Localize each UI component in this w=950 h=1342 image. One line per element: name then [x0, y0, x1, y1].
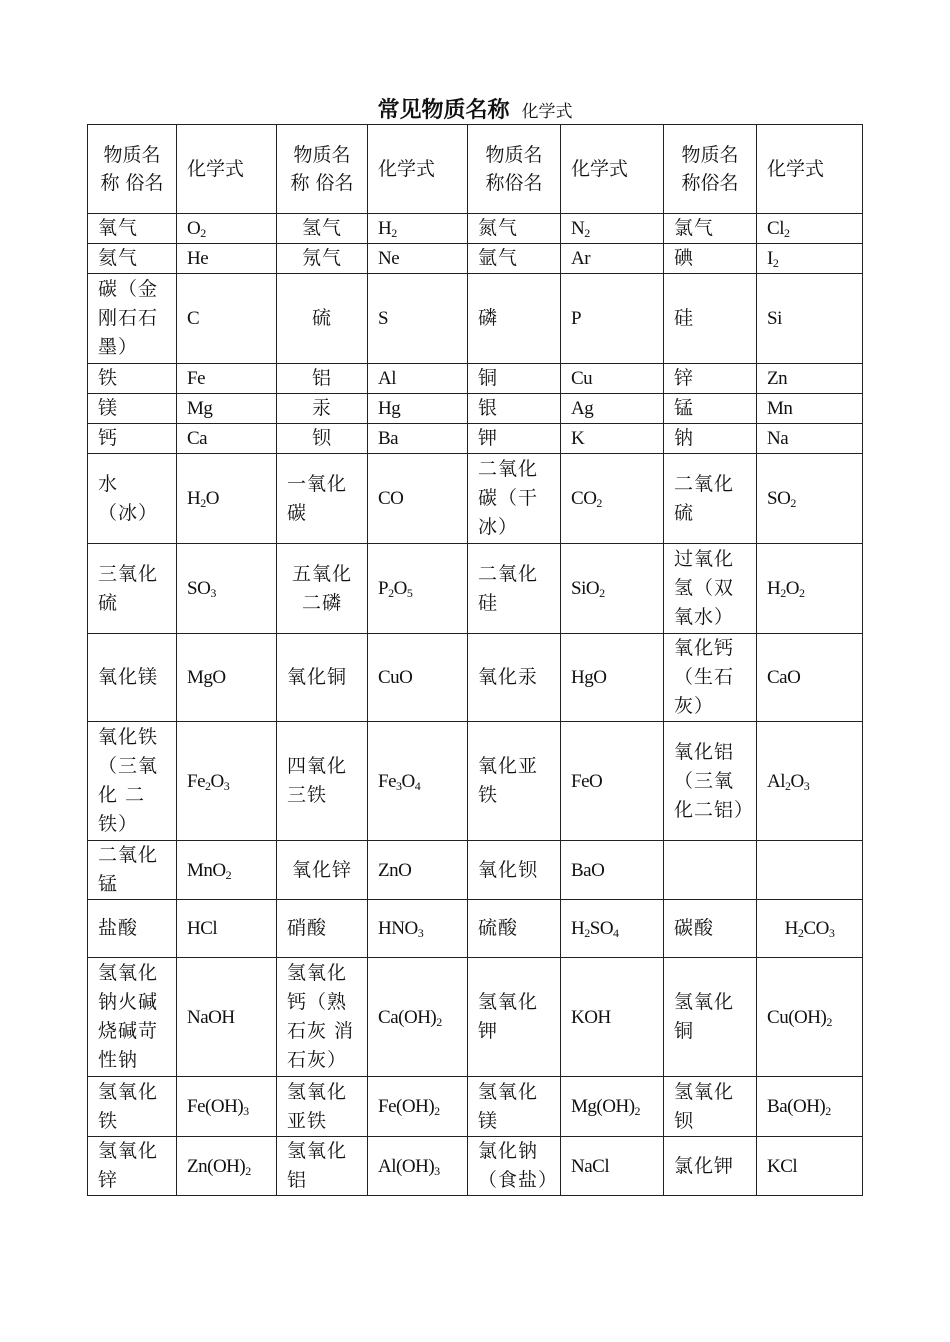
substance-name-cell: 五氧化二磷 [277, 544, 368, 634]
chemical-formula-cell: $Ba(OH)_2$ [757, 1077, 863, 1137]
chemical-formula-cell: Al [368, 364, 468, 394]
substance-name-cell: 氢氧化钾 [468, 958, 561, 1077]
chemical-formula-cell: CaO [757, 634, 863, 722]
table-row [88, 900, 863, 958]
header-row [88, 125, 863, 214]
chemical-formula-cell: BaO [561, 841, 664, 900]
chemical-formula-cell: $CO_2$ [561, 454, 664, 544]
substance-name-cell: 硅 [664, 274, 757, 364]
chemical-formula-cell: MnO$_2$ [177, 841, 277, 900]
substance-name-cell: 氮气 [468, 214, 561, 244]
substance-name-cell: 钾 [468, 424, 561, 454]
substance-name-cell: 锌 [664, 364, 757, 394]
chemical-formula-cell: Si [757, 274, 863, 364]
header-name-3: 物质名称俗名 [468, 125, 561, 214]
chemical-formula-cell: MgO [177, 634, 277, 722]
chemical-formula-cell: $Al(OH)_3$ [368, 1137, 468, 1196]
chemical-formula-cell: $H_2O_2$ [757, 544, 863, 634]
chemical-formula-cell: HgO [561, 634, 664, 722]
chemical-formula-cell: Ag [561, 394, 664, 424]
header-formula-4: 化学式 [757, 125, 863, 214]
header-name-4: 物质名称俗名 [664, 125, 757, 214]
substance-name-cell: 一氧化碳 [277, 454, 368, 544]
substance-name-cell: 氢氧化铜 [664, 958, 757, 1077]
substance-name-cell: 氧化亚铁 [468, 722, 561, 841]
chemical-names-table [87, 124, 863, 1196]
substance-name-cell: 硫 [277, 274, 368, 364]
chemical-formula-cell: Fe [177, 364, 277, 394]
substance-name-cell: 钙 [88, 424, 177, 454]
chemical-formula-cell: S [368, 274, 468, 364]
substance-name-cell: 氦气 [88, 244, 177, 274]
substance-name-cell: 铝 [277, 364, 368, 394]
table-row [88, 454, 863, 544]
substance-name-cell: 三氧化硫 [88, 544, 177, 634]
table-row [88, 244, 863, 274]
table-row [88, 841, 863, 900]
chemical-formula-cell: ZnO [368, 841, 468, 900]
substance-name-cell: 氧化锌 [277, 841, 368, 900]
chemical-formula-cell: $Mg(OH)_2$ [561, 1077, 664, 1137]
chemical-formula-cell: $SO_2$ [757, 454, 863, 544]
substance-name-cell: 二氧化碳（干冰） [468, 454, 561, 544]
title-sub: 化学式 [521, 102, 573, 122]
substance-name-cell: 氢氧化镁 [468, 1077, 561, 1137]
substance-name-cell: 氯化钠（食盐） [468, 1137, 561, 1196]
chemical-formula-cell: $Zn(OH)_2$ [177, 1137, 277, 1196]
chemical-formula-cell: Ne [368, 244, 468, 274]
table-row [88, 424, 863, 454]
chemical-formula-cell: $H_2CO_3$ [757, 900, 863, 958]
chemical-formula-cell: CuO [368, 634, 468, 722]
chemical-formula-cell: SiO$_2$ [561, 544, 664, 634]
substance-name-cell: 氩气 [468, 244, 561, 274]
substance-name-cell: 钡 [277, 424, 368, 454]
substance-name-cell: 银 [468, 394, 561, 424]
table-row [88, 364, 863, 394]
chemical-formula-cell: Na [757, 424, 863, 454]
substance-name-cell: 氢氧化锌 [88, 1137, 177, 1196]
table-row [88, 214, 863, 244]
substance-name-cell: 铁 [88, 364, 177, 394]
chemical-formula-cell: $Cu(OH)_2$ [757, 958, 863, 1077]
substance-name-cell [664, 841, 757, 900]
substance-name-cell: 氧气 [88, 214, 177, 244]
chemical-formula-cell: Ba [368, 424, 468, 454]
header-name-1: 物质名称 俗名 [88, 125, 177, 214]
chemical-formula-cell: KOH [561, 958, 664, 1077]
substance-name-cell: 水（冰） [88, 454, 177, 544]
substance-name-cell: 氧化镁 [88, 634, 177, 722]
chemical-formula-cell: Mn [757, 394, 863, 424]
substance-name-cell: 氢氧化钠火碱烧碱苛性钠 [88, 958, 177, 1077]
chemical-formula-cell: Mg [177, 394, 277, 424]
chemical-formula-cell: CO [368, 454, 468, 544]
table-row [88, 958, 863, 1077]
chemical-formula-cell: $H_2$ [368, 214, 468, 244]
table-row [88, 394, 863, 424]
substance-name-cell: 氧化铜 [277, 634, 368, 722]
substance-name-cell: 二氧化硅 [468, 544, 561, 634]
page-title [0, 93, 950, 124]
substance-name-cell: 氢氧化钙（熟石灰 消石灰） [277, 958, 368, 1077]
chemical-formula-cell: $P_2O_5$ [368, 544, 468, 634]
header-name-2: 物质名称 俗名 [277, 125, 368, 214]
chemical-formula-cell: Ar [561, 244, 664, 274]
chemical-formula-cell: Zn [757, 364, 863, 394]
substance-name-cell: 钠 [664, 424, 757, 454]
substance-name-cell: 锰 [664, 394, 757, 424]
chemical-formula-cell: FeO [561, 722, 664, 841]
chemical-formula-cell: $I_2$ [757, 244, 863, 274]
substance-name-cell: 碘 [664, 244, 757, 274]
substance-name-cell: 氢氧化铁 [88, 1077, 177, 1137]
chemical-formula-cell: $H_2O$ [177, 454, 277, 544]
substance-name-cell: 氖气 [277, 244, 368, 274]
chemical-formula-cell: NaOH [177, 958, 277, 1077]
substance-name-cell: 盐酸 [88, 900, 177, 958]
chemical-formula-cell: $Fe(OH)_2$ [368, 1077, 468, 1137]
substance-name-cell: 过氧化氢（双氧水） [664, 544, 757, 634]
header-formula-2: 化学式 [368, 125, 468, 214]
substance-name-cell: 汞 [277, 394, 368, 424]
chemical-formula-cell: $H_2SO_4$ [561, 900, 664, 958]
chemical-formula-cell: $Fe_3O_4$ [368, 722, 468, 841]
header-formula-1: 化学式 [177, 125, 277, 214]
substance-name-cell: 氯化钾 [664, 1137, 757, 1196]
chemical-formula-cell: Ca [177, 424, 277, 454]
chemical-formula-cell: $O_2$ [177, 214, 277, 244]
chemical-formula-cell: NaCl [561, 1137, 664, 1196]
substance-name-cell: 氧化钙（生石灰） [664, 634, 757, 722]
substance-name-cell: 氢气 [277, 214, 368, 244]
substance-name-cell: 硝酸 [277, 900, 368, 958]
substance-name-cell: 硫酸 [468, 900, 561, 958]
table-row [88, 544, 863, 634]
chemical-formula-cell: $Fe_2O_3$ [177, 722, 277, 841]
chemical-formula-cell: C [177, 274, 277, 364]
chemical-formula-cell: $SO_3$ [177, 544, 277, 634]
chemical-formula-cell: P [561, 274, 664, 364]
chemical-formula-cell: KCl [757, 1137, 863, 1196]
table-row [88, 274, 863, 364]
substance-name-cell: 氢氧化亚铁 [277, 1077, 368, 1137]
table-row [88, 722, 863, 841]
substance-name-cell: 磷 [468, 274, 561, 364]
chemical-formula-cell: Cu [561, 364, 664, 394]
substance-name-cell: 镁 [88, 394, 177, 424]
table-row [88, 634, 863, 722]
substance-name-cell: 碳（金刚石石墨） [88, 274, 177, 364]
substance-name-cell: 氯气 [664, 214, 757, 244]
table-row [88, 1137, 863, 1196]
substance-name-cell: 氧化钡 [468, 841, 561, 900]
chemical-formula-cell: $Fe(OH)_3$ [177, 1077, 277, 1137]
substance-name-cell: 二氧化硫 [664, 454, 757, 544]
header-formula-3: 化学式 [561, 125, 664, 214]
chemical-formula-cell: K [561, 424, 664, 454]
chemical-formula-cell: HCl [177, 900, 277, 958]
table-row [88, 1077, 863, 1137]
chemical-formula-cell [757, 841, 863, 900]
substance-name-cell: 氢氧化钡 [664, 1077, 757, 1137]
substance-name-cell: 铜 [468, 364, 561, 394]
chemical-formula-cell: $Cl_2$ [757, 214, 863, 244]
substance-name-cell: 氧化汞 [468, 634, 561, 722]
title-main: 常见物质名称 [377, 98, 510, 123]
substance-name-cell: 氧化铁（三氧化 二铁） [88, 722, 177, 841]
substance-name-cell: 四氧化三铁 [277, 722, 368, 841]
substance-name-cell: 二氧化锰 [88, 841, 177, 900]
substance-name-cell: 碳酸 [664, 900, 757, 958]
chemical-formula-cell: He [177, 244, 277, 274]
chemical-formula-cell: $HNO_3$ [368, 900, 468, 958]
substance-name-cell: 氧化铝（三氧化二铝） [664, 722, 757, 841]
substance-name-cell: 氢氧化铝 [277, 1137, 368, 1196]
chemical-formula-cell: $N_2$ [561, 214, 664, 244]
chemical-formula-cell: Hg [368, 394, 468, 424]
chemical-formula-cell: $Al_2O_3$ [757, 722, 863, 841]
chemical-formula-cell: $Ca(OH)_2$ [368, 958, 468, 1077]
